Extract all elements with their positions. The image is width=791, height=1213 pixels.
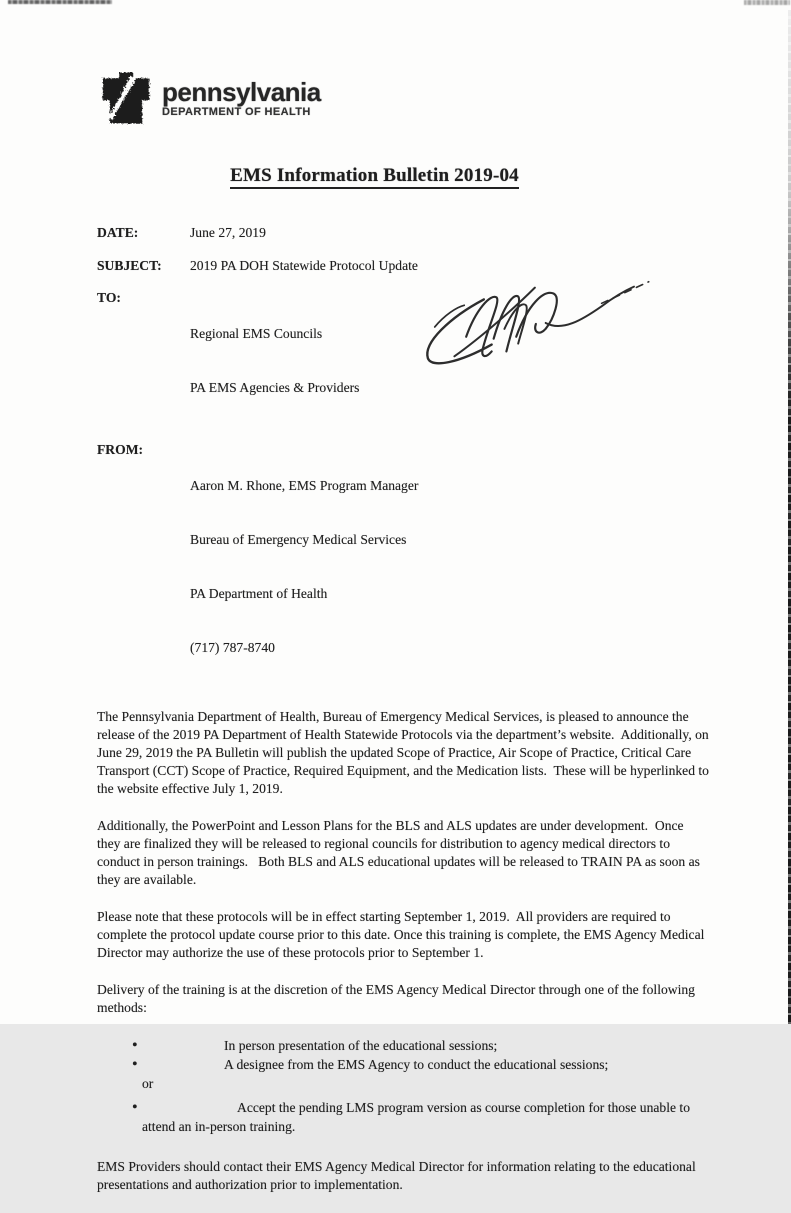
memo-label-from: FROM: — [97, 442, 144, 457]
memo-from-line: Aaron M. Rhone, EMS Program Manager — [190, 478, 419, 493]
memo-label-subject: SUBJECT: — [97, 258, 162, 273]
training-methods-list — [142, 1036, 710, 1136]
logo-brand-text: pennsylvania — [162, 77, 321, 107]
letterhead-wordmark — [162, 79, 321, 118]
document-content — [97, 70, 713, 1213]
body-paragraph: Delivery of the training is at the discretion of the EMS Agency Medical Director through one of the following methods: — [97, 982, 699, 1015]
memo-row-from — [97, 441, 710, 693]
body-paragraph: The Pennsylvania Department of Health, Bureau of Emergency Medical Services, is pleased to announce the release of the 2019 PA Department of Health Statewide Protocols via the department’s website. Additionally, on June 29, 2019 the PA Bulletin will publish the updated Scope of Practice, Air Scope of Practice, Critical Care Transport (CCT) Scope of Practice, Required Equipment, and the Medication lists. These will be hyperlinked to the website effective July 1, 2019. — [97, 709, 713, 796]
memo-from-line: PA Department of Health — [190, 586, 328, 601]
page-title: EMS Information Bulletin 2019-04 — [230, 165, 519, 189]
closing-paragraph: EMS Providers should contact their EMS Agency Medical Director for information relating to the educational presentations and authorization prior to implementation. — [97, 1159, 700, 1192]
memo-value-to — [190, 289, 359, 433]
letter-body — [97, 708, 713, 1194]
list-item-text: • In person presentation of the educational sessions; — [224, 1038, 498, 1053]
list-conjunction: or — [142, 1076, 154, 1091]
memo-value-date: June 27, 2019 — [190, 225, 266, 240]
list-item-text: • A designee from the EMS Agency to conduct the educational sessions; — [224, 1057, 609, 1072]
list-item — [142, 1036, 710, 1055]
memo-from-line: Bureau of Emergency Medical Services — [190, 532, 407, 547]
memo-value-subject: 2019 PA DOH Statewide Protocol Update — [190, 258, 418, 273]
scan-artifact-top-right — [744, 0, 790, 5]
body-paragraph: Additionally, the PowerPoint and Lesson Plans for the BLS and ALS updates are under development. Once they are finalized they will be released to regional councils for distribution to agency medical directors to conduct in person trainings. Both BLS and ALS educational updates will be released to TRAIN PA as soon as they are available. — [97, 818, 704, 887]
memo-label-to: TO: — [97, 290, 121, 305]
memo-label-date: DATE: — [97, 225, 139, 240]
pa-keystone-icon — [97, 70, 155, 126]
list-item-text: • Accept the pending LMS program version as course completion for those unable to attend an in-person training. — [142, 1100, 691, 1134]
memo-row-to — [97, 289, 710, 433]
document-title-row — [97, 165, 710, 193]
letterhead-logo — [97, 70, 710, 126]
memo-to-line: Regional EMS Councils — [190, 326, 323, 341]
memo-header — [97, 224, 710, 693]
memo-row-date — [97, 224, 710, 242]
logo-department-text: DEPARTMENT OF HEALTH — [162, 106, 311, 118]
body-paragraph: Please note that these protocols will be in effect starting September 1, 2019. All providers are required to complete the protocol update course prior to this date. Once this training is complete, the EMS Agency Medical Director may authorize the use of these protocols prior to September 1. — [97, 909, 708, 960]
memo-row-subject — [97, 257, 710, 275]
scan-artifact-top-left — [8, 0, 112, 4]
memo-from-line: (717) 787-8740 — [190, 640, 275, 655]
list-item — [142, 1055, 710, 1074]
memo-value-from — [190, 441, 418, 693]
memo-to-line: PA EMS Agencies & Providers — [190, 380, 360, 395]
list-item — [142, 1098, 710, 1136]
